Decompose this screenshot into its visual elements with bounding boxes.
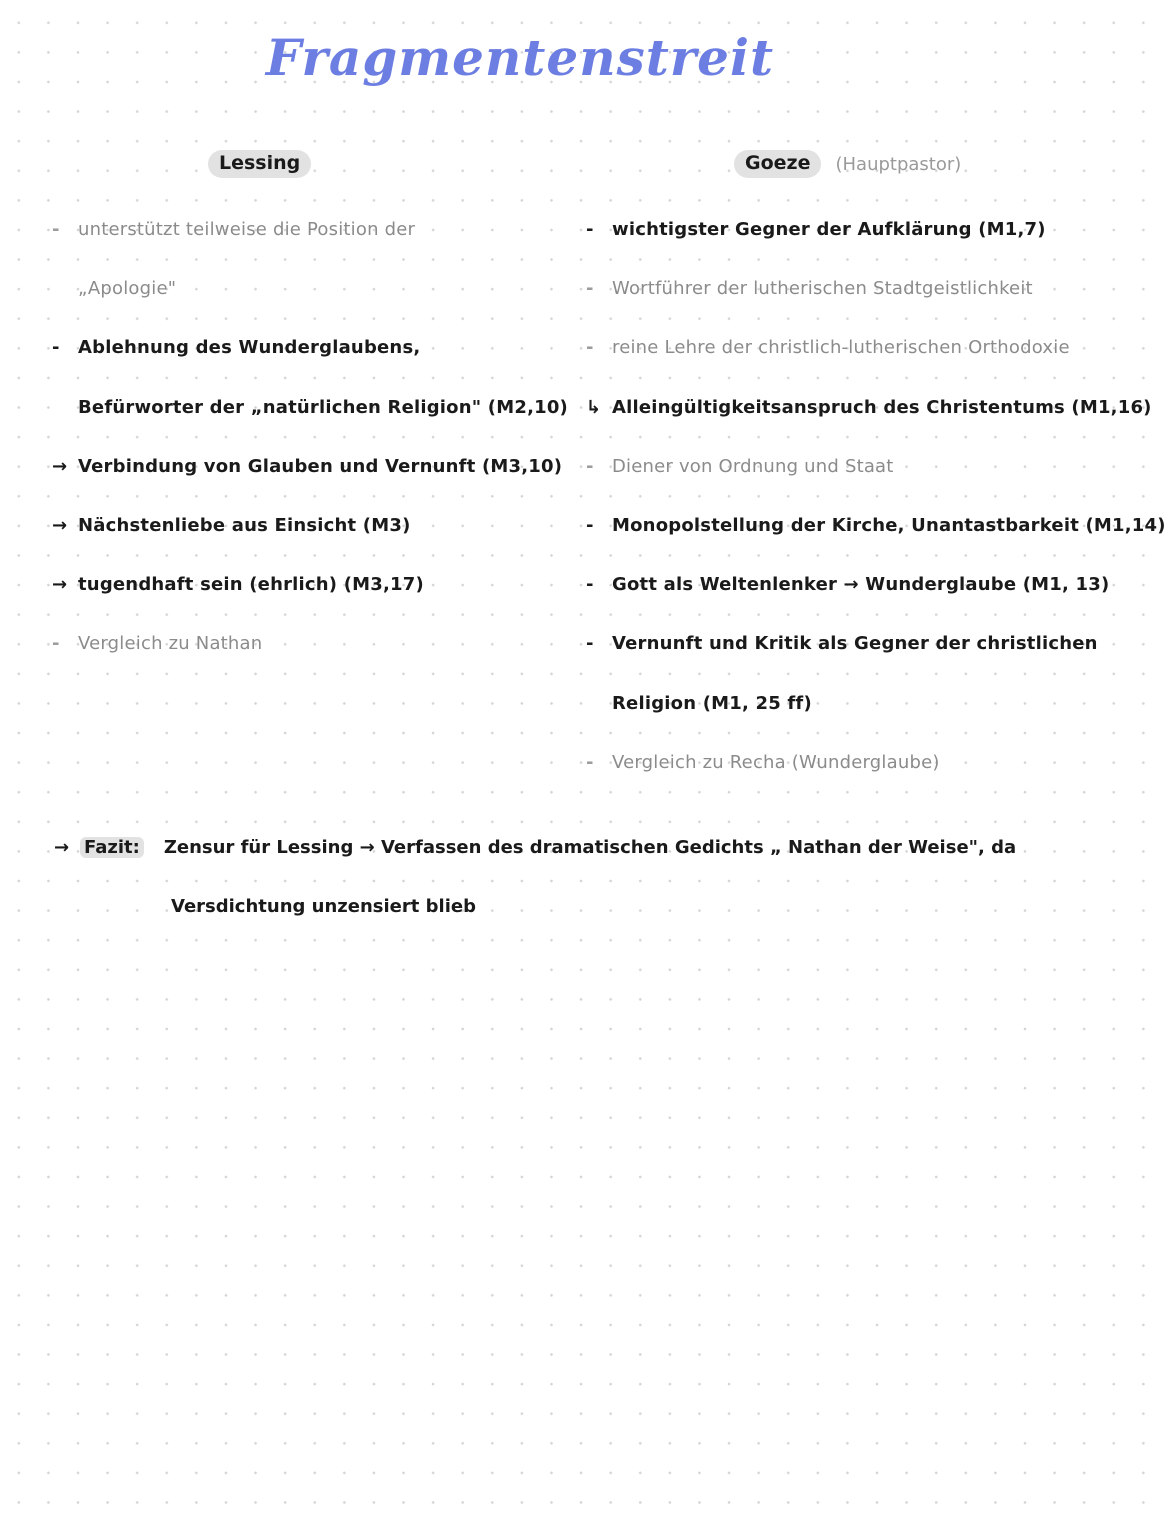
goeze-list-item — [586, 378, 1152, 437]
goeze-list-item — [586, 614, 1098, 673]
arrow-icon: → — [52, 515, 68, 537]
item-text: Ablehnung des Wunderglaubens, — [78, 337, 421, 359]
goeze-list-item — [586, 318, 1076, 377]
dash-icon: - — [586, 278, 594, 300]
item-text: reine Lehre der christlich-lutherischen Orthodoxie — [612, 337, 1070, 359]
arrow-icon: → — [52, 574, 68, 596]
item-text: Gott als Weltenlenker → Wunderglaube (M1, 13) — [612, 574, 1110, 596]
dash-icon: - — [52, 219, 60, 241]
goeze-list-item — [586, 200, 1076, 259]
item-text: Verbindung von Glauben und Vernunft (M3,10) — [78, 455, 563, 477]
conclusion-text-2: Versdichtung unzensiert blieb — [171, 896, 476, 918]
lessing-list-item — [52, 259, 532, 318]
item-text: Befürworter der „natürlichen Religion" (M2,10) — [78, 396, 568, 418]
goeze-list-item — [586, 496, 1166, 555]
item-text: tugendhaft sein (ehrlich) (M3,17) — [78, 574, 424, 596]
lessing-list-item — [52, 496, 532, 555]
item-text: Alleingültigkeitsanspruch des Christentums (M1,16) — [612, 396, 1152, 418]
conclusion-text-1: Zensur für Lessing → Verfassen des dramatischen Gedichts „ Nathan der Weise", da — [163, 837, 1017, 859]
goeze-label: Goeze — [734, 150, 821, 178]
item-text: Vernunft und Kritik als Gegner der christlichen — [612, 633, 1098, 655]
item-text: wichtigster Gegner der Aufklärung (M1,7) — [612, 219, 1046, 241]
item-text: Vergleich zu Nathan — [78, 633, 263, 655]
item-text: Monopolstellung der Kirche, Unantastbarkeit (M1,14) — [612, 515, 1166, 537]
dash-icon: - — [586, 751, 594, 773]
dash-icon: - — [52, 337, 60, 359]
lessing-list-item — [52, 200, 532, 259]
dash-icon: - — [586, 219, 594, 241]
arrow-icon: → — [54, 837, 70, 859]
lessing-list-item — [52, 318, 532, 377]
dash-icon: - — [586, 515, 594, 537]
goeze-list-item — [586, 437, 1076, 496]
item-text: unterstützt teilweise die Position der — [78, 219, 416, 241]
conclusion-line-2 — [54, 877, 1054, 936]
goeze-list-item — [586, 555, 1110, 614]
conclusion-label: Fazit: — [80, 837, 144, 858]
goeze-list-item — [586, 259, 1076, 318]
item-text: „Apologie" — [78, 278, 177, 300]
lessing-heading — [208, 150, 311, 178]
item-text: Diener von Ordnung und Staat — [612, 455, 894, 477]
goeze-heading — [734, 150, 961, 178]
goeze-list-item — [586, 733, 1076, 792]
goeze-list-item — [586, 674, 1076, 733]
page-title: Fragmentenstreit — [265, 28, 775, 87]
arrow-icon: → — [52, 455, 68, 477]
return-arrow-icon: ↳ — [586, 396, 602, 418]
goeze-list — [586, 200, 1166, 792]
dash-icon: - — [586, 633, 594, 655]
lessing-list-item — [52, 555, 532, 614]
lessing-list-item — [52, 614, 532, 673]
goeze-subheading: (Hauptpastor) — [835, 153, 962, 175]
dash-icon: - — [586, 455, 594, 477]
item-text: Religion (M1, 25 ff) — [612, 692, 812, 714]
dash-icon: - — [52, 633, 60, 655]
dash-icon: - — [586, 337, 594, 359]
lessing-label: Lessing — [208, 150, 311, 178]
conclusion-line-1 — [54, 818, 1054, 877]
lessing-list-item — [52, 378, 568, 437]
dash-icon: - — [586, 574, 594, 596]
lessing-list-item — [52, 437, 563, 496]
conclusion — [54, 818, 1054, 936]
item-text: Nächstenliebe aus Einsicht (M3) — [78, 515, 411, 537]
lessing-list — [52, 200, 568, 674]
item-text: Vergleich zu Recha (Wunderglaube) — [612, 751, 940, 773]
item-text: Wortführer der lutherischen Stadtgeistlichkeit — [612, 278, 1033, 300]
